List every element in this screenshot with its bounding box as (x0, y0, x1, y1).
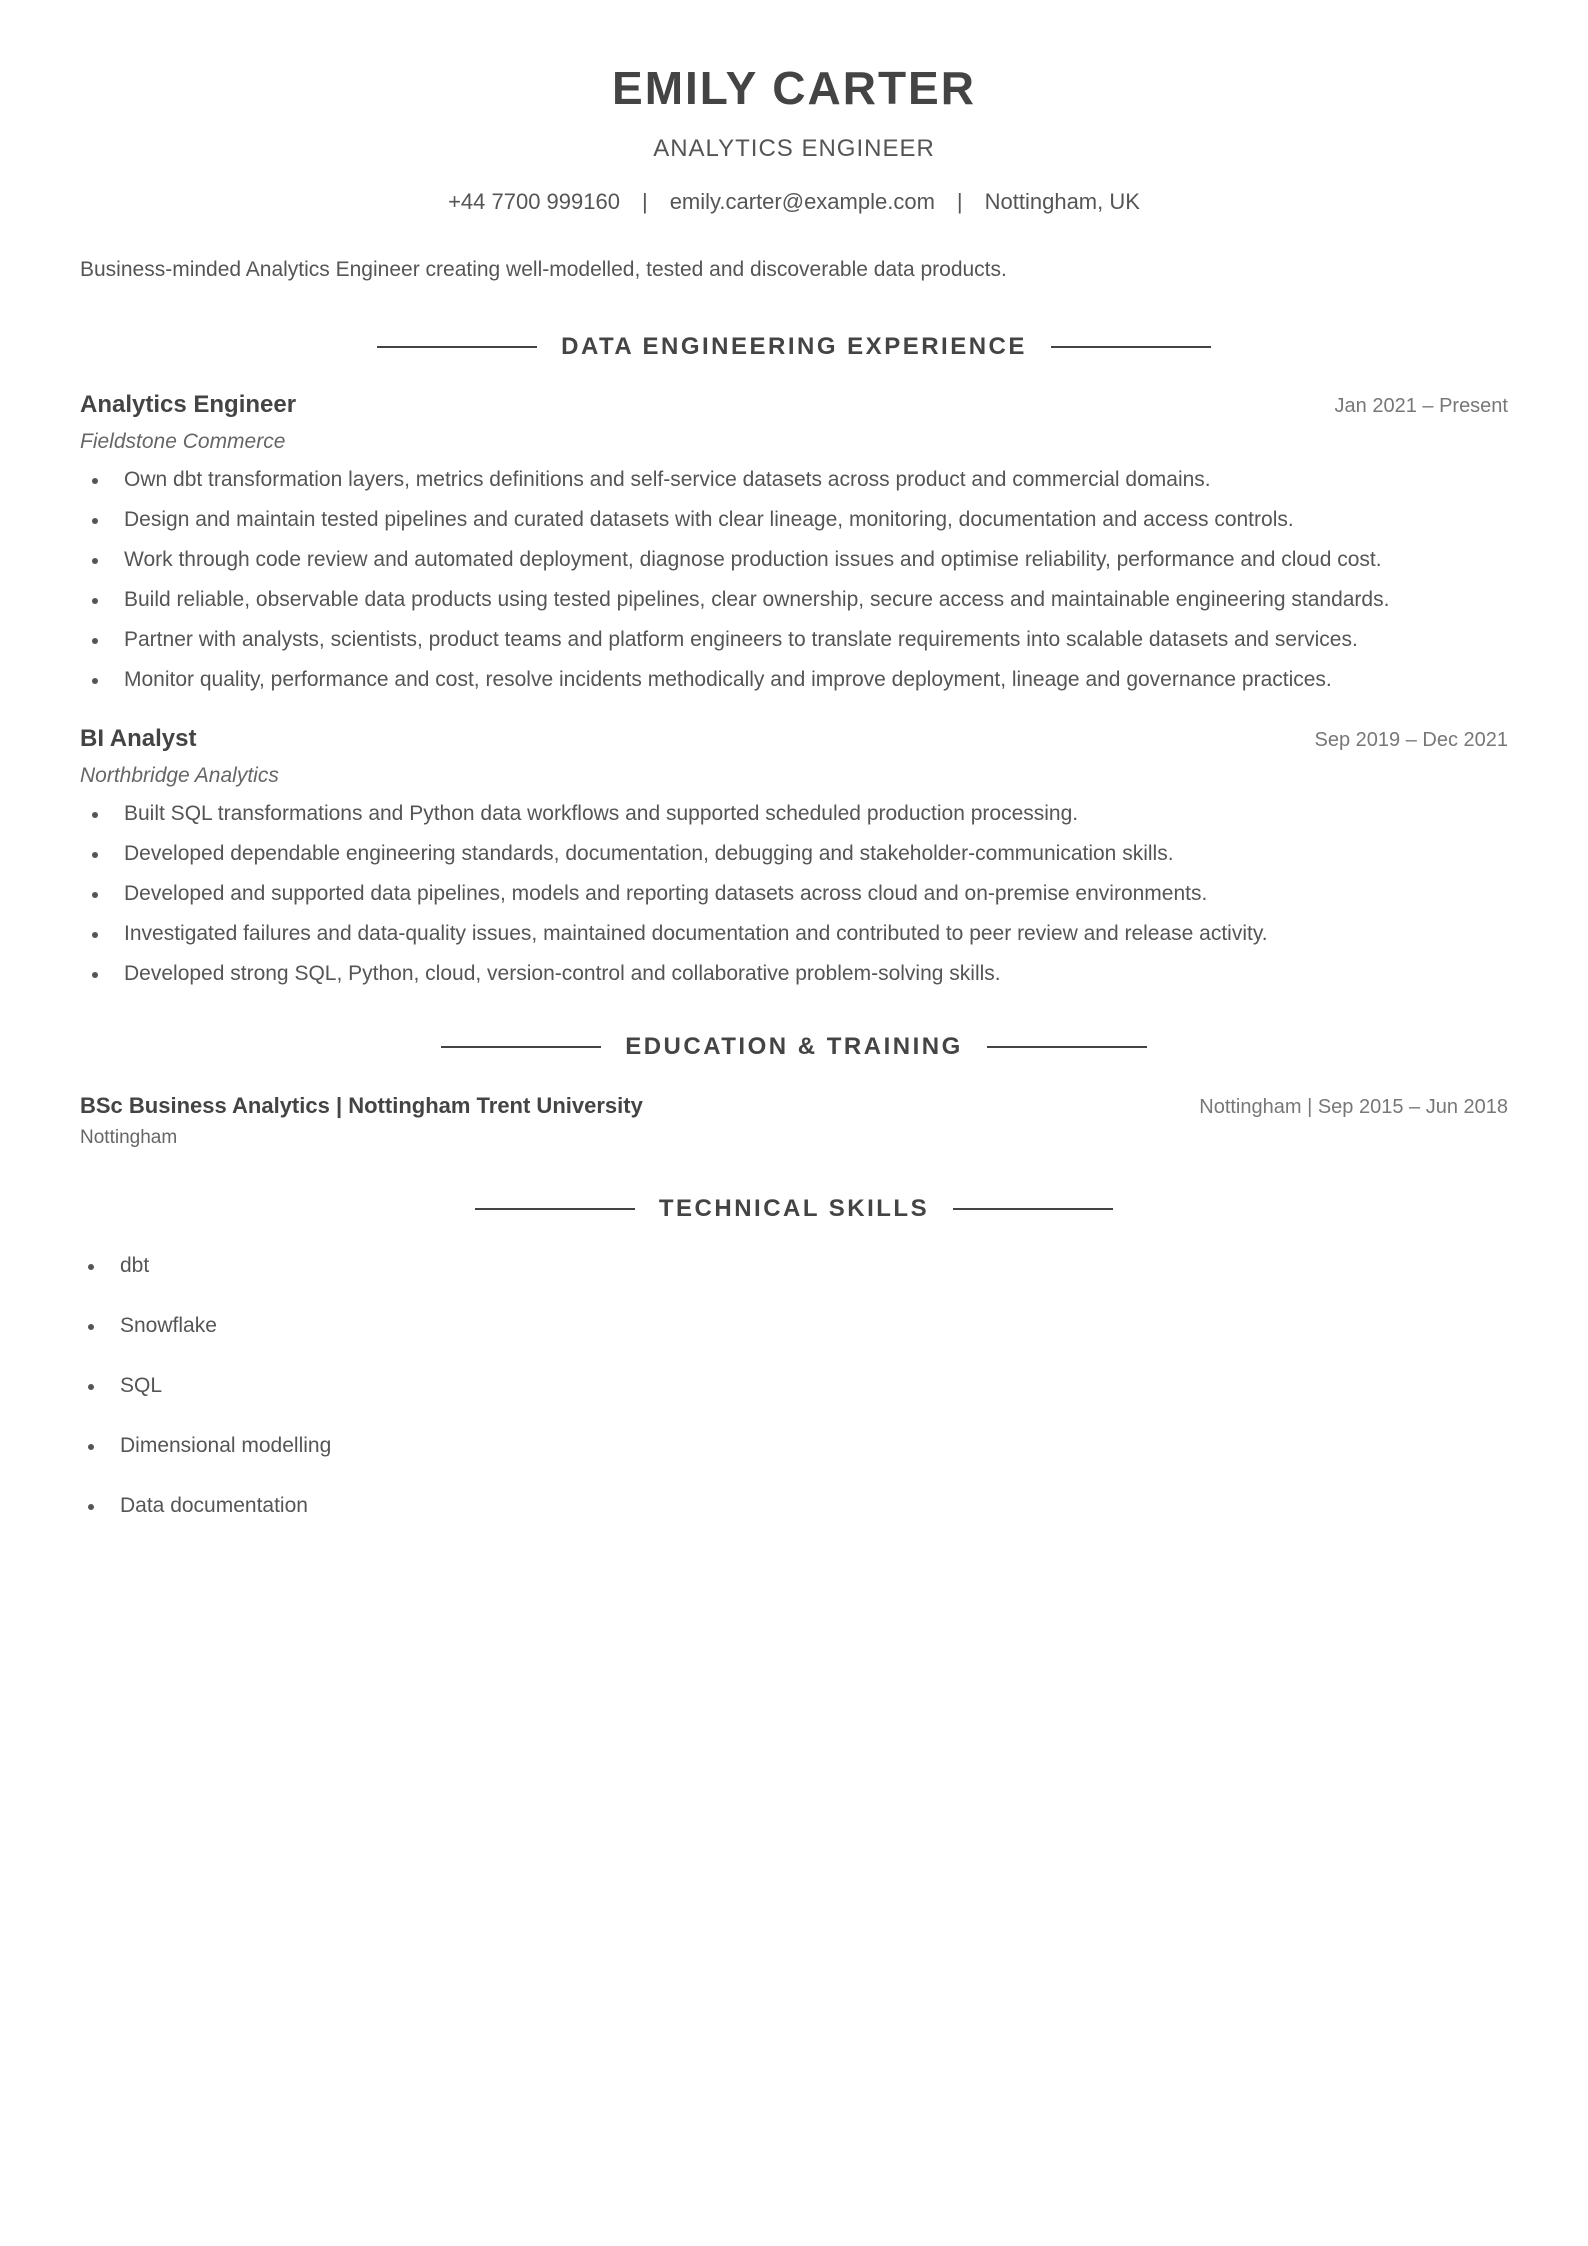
job-bullet: Developed strong SQL, Python, cloud, version-control and collaborative problem-solving skills. (124, 960, 1508, 988)
skills-list (80, 1252, 1508, 1520)
job-bullets (80, 800, 1508, 988)
education-location-dates: Nottingham | Sep 2015 – Jun 2018 (1199, 1096, 1508, 1118)
job-bullet: Build reliable, observable data products using tested pipelines, clear ownership, secure access and maintainable engineering standards. (124, 586, 1508, 614)
phone-number: +44 7700 999160 (448, 189, 620, 214)
contact-separator: | (956, 189, 963, 214)
education-entry (80, 1092, 1508, 1150)
job-entry (80, 724, 1508, 988)
candidate-name: EMILY CARTER (612, 62, 976, 114)
job-bullet: Developed and supported data pipelines, models and reporting datasets across cloud and on-premise environments. (124, 880, 1508, 908)
job-header (80, 390, 1508, 420)
experience-section-heading (80, 332, 1508, 362)
company-name: Fieldstone Commerce (80, 430, 286, 453)
skill-item: Dimensional modelling (120, 1432, 1508, 1460)
job-bullet: Design and maintain tested pipelines and curated datasets with clear lineage, monitoring, documentation and access controls. (124, 506, 1508, 534)
skills-heading-label: TECHNICAL SKILLS (658, 1195, 930, 1222)
job-bullet: Monitor quality, performance and cost, resolve incidents methodically and improve deployment, lineage and governance practices. (124, 666, 1508, 694)
job-title: Analytics Engineer (80, 391, 297, 418)
email-address: emily.carter@example.com (669, 189, 935, 214)
education-header (80, 1092, 1508, 1120)
candidate-title: ANALYTICS ENGINEER (653, 135, 935, 162)
job-header (80, 724, 1508, 754)
job-dates: Jan 2021 – Present (1334, 395, 1508, 417)
heading-rule-left (377, 346, 537, 348)
heading-rule-left (475, 1208, 635, 1210)
skill-item: dbt (120, 1252, 1508, 1280)
job-bullet: Partner with analysts, scientists, product teams and platform engineers to translate requirements into scalable datasets and services. (124, 626, 1508, 654)
heading-rule-right (987, 1046, 1147, 1048)
location: Nottingham, UK (984, 189, 1140, 214)
skill-item: Data documentation (120, 1492, 1508, 1520)
job-dates: Sep 2019 – Dec 2021 (1314, 729, 1508, 751)
education-heading-label: EDUCATION & TRAINING (625, 1033, 963, 1060)
company-name: Northbridge Analytics (80, 764, 279, 787)
degree-and-school: BSc Business Analytics | Nottingham Trent University (80, 1093, 643, 1118)
skills-section-heading (80, 1194, 1508, 1224)
contact-separator: | (641, 189, 648, 214)
skill-item: SQL (120, 1372, 1508, 1400)
contact-line (80, 188, 1508, 216)
job-title: BI Analyst (80, 725, 197, 752)
job-bullet: Own dbt transformation layers, metrics definitions and self-service datasets across product and commercial domains. (124, 466, 1508, 494)
heading-rule-left (441, 1046, 601, 1048)
job-entry (80, 390, 1508, 694)
job-bullet: Developed dependable engineering standards, documentation, debugging and stakeholder-communication skills. (124, 840, 1508, 868)
heading-rule-right (953, 1208, 1113, 1210)
experience-heading-label: DATA ENGINEERING EXPERIENCE (561, 333, 1027, 360)
job-bullet: Investigated failures and data-quality issues, maintained documentation and contributed to peer review and release activity. (124, 920, 1508, 948)
heading-rule-right (1051, 346, 1211, 348)
education-section-heading (80, 1032, 1508, 1062)
job-bullet: Work through code review and automated deployment, diagnose production issues and optimise reliability, performance and cloud cost. (124, 546, 1508, 574)
education-location: Nottingham (80, 1127, 178, 1148)
job-bullet: Built SQL transformations and Python data workflows and supported scheduled production processing. (124, 800, 1508, 828)
job-bullets (80, 466, 1508, 694)
profile-summary: Business-minded Analytics Engineer creating well-modelled, tested and discoverable data products. (80, 258, 1007, 281)
skill-item: Snowflake (120, 1312, 1508, 1340)
